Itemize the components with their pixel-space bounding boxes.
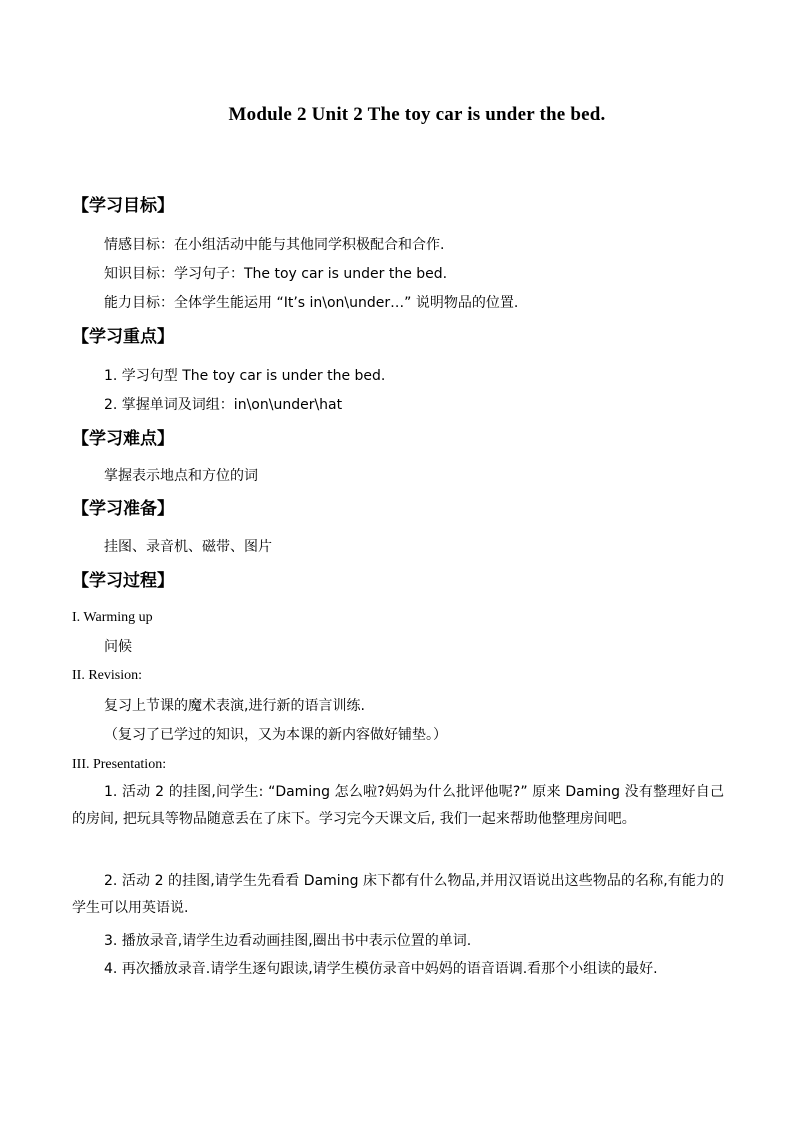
heading-key-points: 【学习重点】: [72, 327, 174, 347]
presentation-paragraph-3: 3. 播放录音,请学生边看动画挂图,圈出书中表示位置的单词.: [104, 933, 472, 949]
revision-line-1: 复习上节课的魔术表演,进行新的语言训练.: [104, 698, 365, 714]
heading-difficulties: 【学习难点】: [72, 429, 174, 449]
presentation-paragraph-4: 4. 再次播放录音.请学生逐句跟读,请学生模仿录音中妈妈的语音语调.看那个小组读的最好.: [104, 961, 658, 977]
revision-label: II. Revision:: [72, 668, 142, 683]
revision-line-2: （复习了已学过的知识，又为本课的新内容做好铺垫。）: [104, 727, 447, 743]
preparation-line: 挂图、录音机、磁带、图片: [104, 539, 272, 555]
difficulty-line: 掌握表示地点和方位的词: [104, 468, 258, 484]
warming-up-line: 问候: [104, 639, 132, 655]
key-point-line-1: 1. 学习句型 The toy car is under the bed.: [104, 368, 386, 384]
warming-up-label: I. Warming up: [72, 610, 153, 625]
key-point-line-2: 2. 掌握单词及词组：in\on\under\hat: [104, 397, 343, 413]
objective-line-ability: 能力目标：全体学生能运用 “It’s in\on\under…” 说明物品的位置.: [104, 295, 519, 311]
heading-preparation: 【学习准备】: [72, 499, 174, 519]
presentation-label: III. Presentation:: [72, 757, 167, 772]
presentation-paragraph-2: 2. 活动 2 的挂图,请学生先看看 Daming 床下都有什么物品,并用汉语说出这些物品的名称,有能力的学生可以用英语说.: [72, 873, 724, 916]
objective-line-knowledge: 知识目标：学习句子：The toy car is under the bed.: [104, 266, 448, 282]
presentation-paragraph-1: 1. 活动 2 的挂图,问学生: “Daming 怎么啦?妈妈为什么批评他呢?” 原来 Daming 没有整理好自己的房间, 把玩具等物品随意丢在了床下。学习完今天课文后, 我们一起来帮助他整理房间吧。: [72, 784, 724, 827]
document-title: Module 2 Unit 2 The toy car is under the bed.: [228, 104, 606, 125]
heading-process: 【学习过程】: [72, 571, 174, 591]
objective-line-emotion: 情感目标：在小组活动中能与其他同学积极配合和合作.: [104, 237, 445, 253]
heading-objectives: 【学习目标】: [72, 196, 174, 216]
